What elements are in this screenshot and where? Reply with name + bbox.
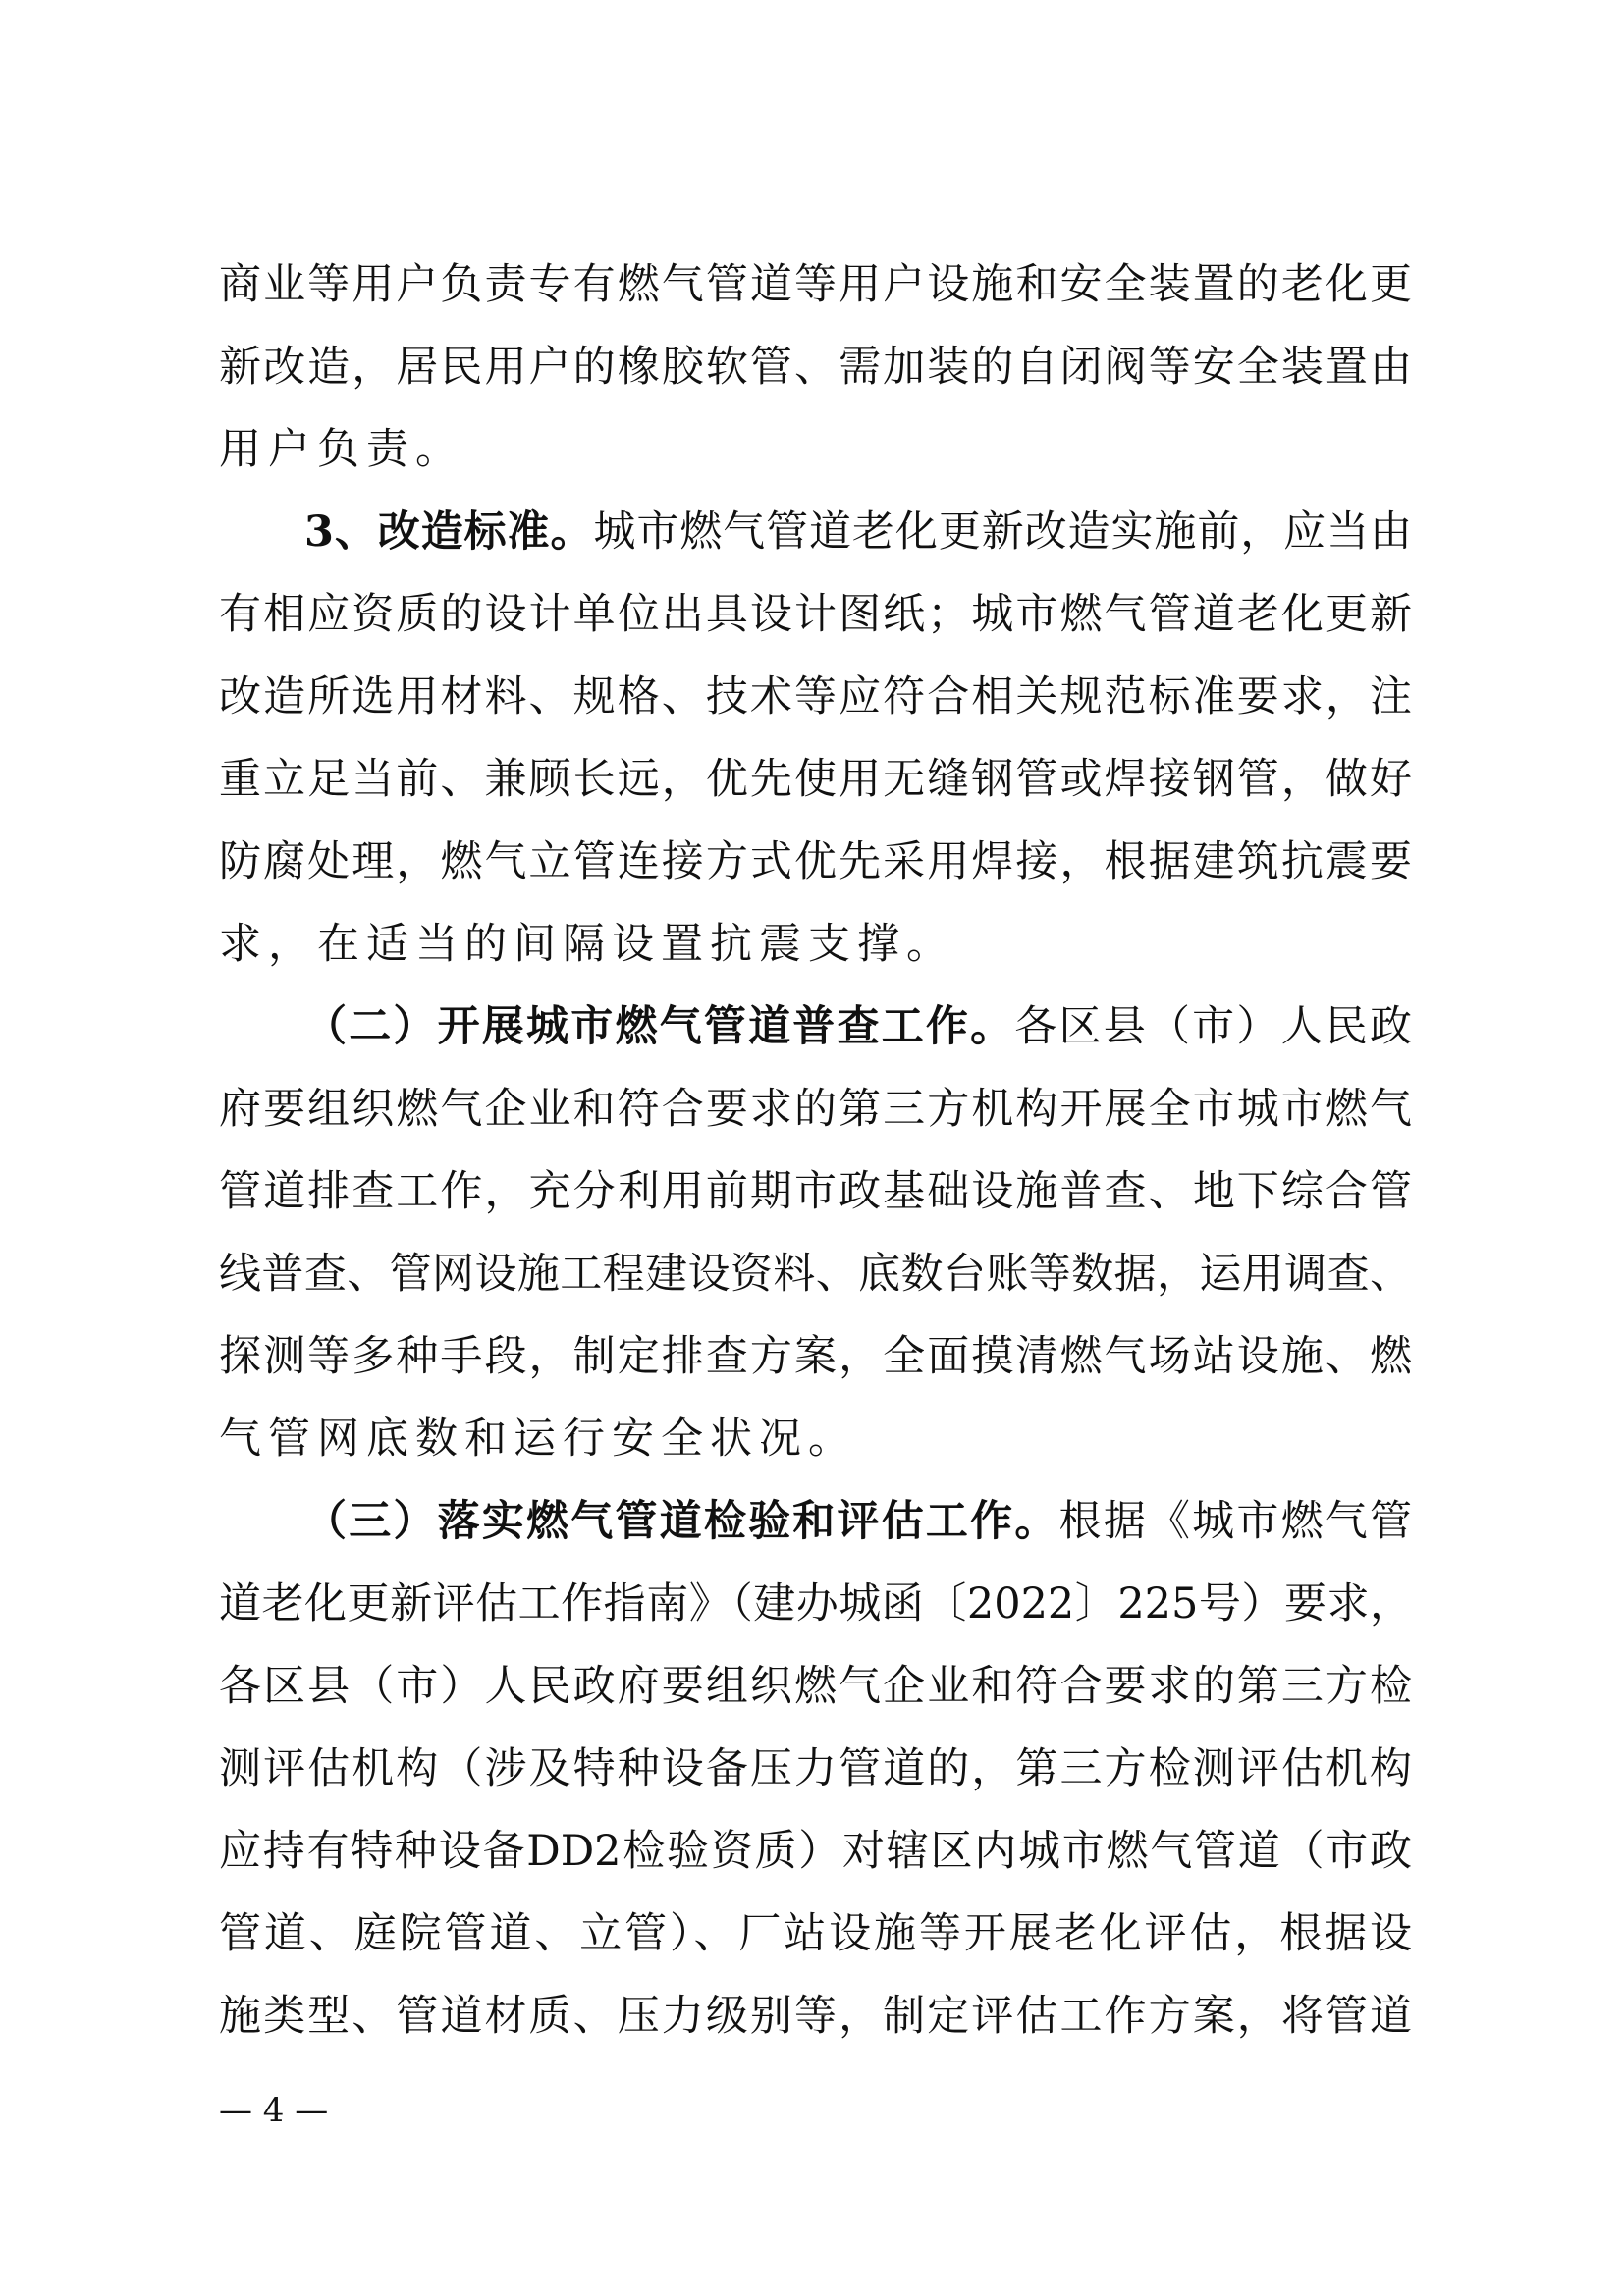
body-line: 气管网底数和运行安全状况。	[219, 1415, 857, 1464]
body-line: 应持有特种设备DD2检验资质）对辖区内城市燃气管道（市政	[219, 1827, 1412, 1876]
page-number: — 4 —	[219, 2091, 329, 2130]
body-line: 商业等用户负责专有燃气管道等用户设施和安全装置的老化更	[219, 260, 1412, 309]
body-line: 重立足当前、兼顾长远，优先使用无缝钢管或焊接钢管，做好	[219, 755, 1412, 804]
body-line: 施类型、管道材质、压力级别等，制定评估工作方案，将管道	[219, 1992, 1412, 2041]
section-3-heading-line: （三）落实燃气管道检验和评估工作。根据《城市燃气管	[304, 1497, 1413, 1546]
body-line: 测评估机构（涉及特种设备压力管道的，第三方检测评估机构	[219, 1744, 1412, 1793]
section-3-title: （三）落实燃气管道检验和评估工作。	[304, 1497, 1059, 1546]
body-line: 各区县（市）人民政府要组织燃气企业和符合要求的第三方检	[219, 1662, 1412, 1711]
body-line: 管道、庭院管道、立管）、厂站设施等开展老化评估，根据设	[219, 1909, 1412, 1958]
body-line: 求，在适当的间隔设置抗震支撑。	[219, 920, 955, 969]
body-line: 新改造，居民用户的橡胶软管、需加装的自闭阀等安全装置由	[219, 343, 1412, 392]
body-line: 管道排查工作，充分利用前期市政基础设施普查、地下综合管	[219, 1167, 1412, 1216]
item-3-title: 3、改造标准。	[304, 507, 594, 557]
body-line: 有相应资质的设计单位出具设计图纸；城市燃气管道老化更新	[219, 590, 1412, 639]
body-line: 府要组织燃气企业和符合要求的第三方机构开展全市城市燃气	[219, 1085, 1412, 1134]
body-line: 道老化更新评估工作指南》（建办城函〔2022〕225号）要求，	[219, 1579, 1412, 1629]
body-line: 改造所选用材料、规格、技术等应符合相关规范标准要求，注	[219, 672, 1412, 721]
section-2-heading-line: （二）开展城市燃气管道普查工作。各区县（市）人民政	[304, 1002, 1413, 1051]
body-line: 用户负责。	[219, 425, 464, 474]
body-line: 防腐处理，燃气立管连接方式优先采用焊接，根据建筑抗震要	[219, 837, 1412, 886]
section-2-title: （二）开展城市燃气管道普查工作。	[304, 1002, 1015, 1051]
body-line: 探测等多种手段，制定排查方案，全面摸清燃气场站设施、燃	[219, 1332, 1412, 1381]
body-line: 线普查、管网设施工程建设资料、底数台账等数据，运用调查、	[219, 1250, 1412, 1299]
item-3-heading-line: 3、改造标准。城市燃气管道老化更新改造实施前，应当由	[304, 507, 1413, 557]
